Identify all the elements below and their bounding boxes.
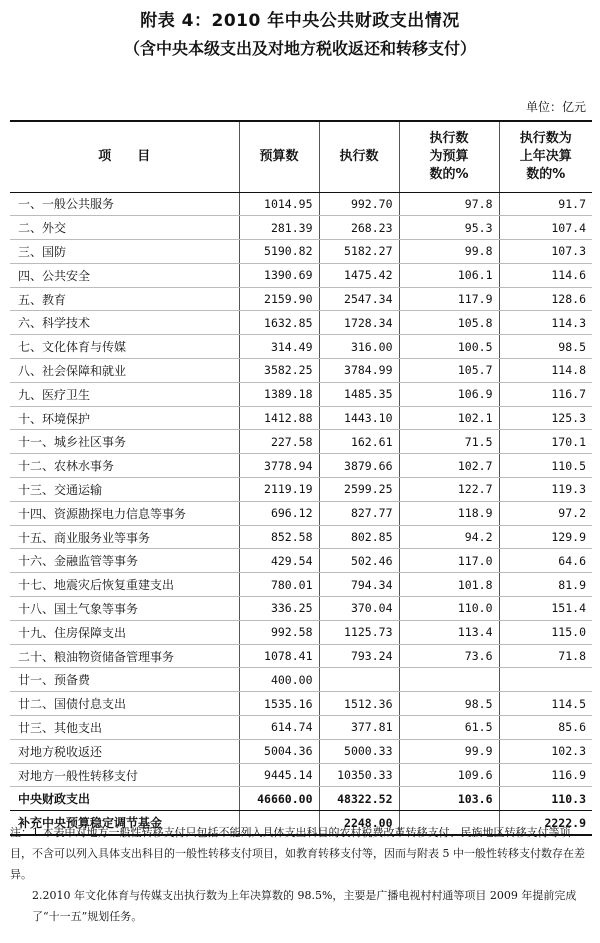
row-name: 十一、城乡社区事务 xyxy=(10,430,239,454)
row-budget: 429.54 xyxy=(239,549,319,573)
row-name: 十九、住房保障支出 xyxy=(10,620,239,644)
row-name: 十六、金融监管等事务 xyxy=(10,549,239,573)
row-actual: 268.23 xyxy=(319,216,399,240)
row-budget: 696.12 xyxy=(239,501,319,525)
row-name: 五、教育 xyxy=(10,287,239,311)
row-actual: 3879.66 xyxy=(319,454,399,478)
row-pct-budget: 73.6 xyxy=(399,644,499,668)
row-pct-last: 91.7 xyxy=(499,192,592,216)
row-name: 六、科学技术 xyxy=(10,311,239,335)
row-budget: 1535.16 xyxy=(239,692,319,716)
row-actual: 794.34 xyxy=(319,573,399,597)
row-budget: 1078.41 xyxy=(239,644,319,668)
table-row xyxy=(10,192,592,216)
row-pct-budget: 97.8 xyxy=(399,192,499,216)
row-pct-last: 98.5 xyxy=(499,335,592,359)
row-pct-last: 125.3 xyxy=(499,406,592,430)
row-pct-budget: 105.7 xyxy=(399,359,499,383)
row-name: 十七、地震灾后恢复重建支出 xyxy=(10,573,239,597)
row-pct-budget: 117.0 xyxy=(399,549,499,573)
table-row xyxy=(10,739,592,763)
row-pct-budget: 98.5 xyxy=(399,692,499,716)
table-row xyxy=(10,311,592,335)
row-pct-budget: 106.9 xyxy=(399,382,499,406)
row-name: 三、国防 xyxy=(10,240,239,264)
table-row xyxy=(10,525,592,549)
row-name: 九、医疗卫生 xyxy=(10,382,239,406)
row-budget: 1014.95 xyxy=(239,192,319,216)
row-actual: 1125.73 xyxy=(319,620,399,644)
row-pct-budget: 102.7 xyxy=(399,454,499,478)
table-row xyxy=(10,240,592,264)
table-row xyxy=(10,359,592,383)
row-actual: 3784.99 xyxy=(319,359,399,383)
row-actual: 992.70 xyxy=(319,192,399,216)
row-actual: 1728.34 xyxy=(319,311,399,335)
table-row xyxy=(10,620,592,644)
row-name: 十二、农林水事务 xyxy=(10,454,239,478)
footnote-1: 注：1.本表中对地方一般性转移支付只包括不能列入具体支出科目的农村税费改革转移支付、民族地区转移支付等项目，不含可以列入具体支出科目的一般性转移支付项目，如教育转移支付等，因而与附表 5 中一般性转移支付数存在差异。 xyxy=(10,826,585,881)
row-pct-last: 114.3 xyxy=(499,311,592,335)
row-budget: 2119.19 xyxy=(239,478,319,502)
row-pct-budget: 110.0 xyxy=(399,597,499,621)
expenditure-table xyxy=(10,120,592,836)
row-budget: 3582.25 xyxy=(239,359,319,383)
table-row xyxy=(10,716,592,740)
row-name: 二、外交 xyxy=(10,216,239,240)
row-pct-last: 110.5 xyxy=(499,454,592,478)
row-pct-last: 128.6 xyxy=(499,287,592,311)
row-name: 七、文化体育与传媒 xyxy=(10,335,239,359)
row-budget: 5190.82 xyxy=(239,240,319,264)
header-pct-last-line: 执行数为 xyxy=(519,130,572,146)
row-pct-last: 115.0 xyxy=(499,620,592,644)
header-pct-last xyxy=(499,121,592,192)
row-name: 补充中央预算稳定调节基金 xyxy=(10,811,239,835)
row-name: 对地方税收返还 xyxy=(10,739,239,763)
header-pct-last-line: 上年决算 xyxy=(519,148,572,164)
row-pct-budget: 100.5 xyxy=(399,335,499,359)
row-pct-last: 107.4 xyxy=(499,216,592,240)
row-pct-last: 71.8 xyxy=(499,644,592,668)
row-budget: 5004.36 xyxy=(239,739,319,763)
row-actual: 1485.35 xyxy=(319,382,399,406)
table-row xyxy=(10,216,592,240)
row-budget: 281.39 xyxy=(239,216,319,240)
row-name: 廿三、其他支出 xyxy=(10,716,239,740)
row-budget: 1412.88 xyxy=(239,406,319,430)
table-row xyxy=(10,430,592,454)
row-pct-budget: 106.1 xyxy=(399,263,499,287)
row-pct-budget: 99.9 xyxy=(399,739,499,763)
table-row xyxy=(10,501,592,525)
row-pct-last: 129.9 xyxy=(499,525,592,549)
row-pct-last: 114.8 xyxy=(499,359,592,383)
row-pct-last: 81.9 xyxy=(499,573,592,597)
header-actual: 执行数 xyxy=(319,121,399,192)
row-pct-budget: 118.9 xyxy=(399,501,499,525)
row-actual xyxy=(319,668,399,692)
row-pct-last: 116.7 xyxy=(499,382,592,406)
table-row xyxy=(10,763,592,787)
page-title: 附表 4：2010 年中央公共财政支出情况 xyxy=(140,11,460,31)
row-actual: 1512.36 xyxy=(319,692,399,716)
table-row xyxy=(10,478,592,502)
row-pct-budget xyxy=(399,668,499,692)
footnote-2: 2.2010 年文化体育与传媒支出执行数为上年决算数的 98.5%，主要是广播电视村村通等项目 2009 年提前完成了“十一五”规划任务。 xyxy=(32,889,577,923)
row-name: 十、环境保护 xyxy=(10,406,239,430)
row-actual: 802.85 xyxy=(319,525,399,549)
row-name: 对地方一般性转移支付 xyxy=(10,763,239,787)
row-pct-last: 102.3 xyxy=(499,739,592,763)
row-budget: 614.74 xyxy=(239,716,319,740)
table-row xyxy=(10,597,592,621)
row-name: 八、社会保障和就业 xyxy=(10,359,239,383)
table-row xyxy=(10,406,592,430)
row-budget: 1632.85 xyxy=(239,311,319,335)
row-actual: 1443.10 xyxy=(319,406,399,430)
row-actual: 793.24 xyxy=(319,644,399,668)
row-pct-budget: 94.2 xyxy=(399,525,499,549)
header-item: 项 目 xyxy=(10,121,239,192)
row-budget: 1390.69 xyxy=(239,263,319,287)
row-budget: 314.49 xyxy=(239,335,319,359)
row-name: 二十、粮油物资储备管理事务 xyxy=(10,644,239,668)
row-pct-last xyxy=(499,668,592,692)
table-row xyxy=(10,549,592,573)
row-pct-last: 2222.9 xyxy=(499,811,592,835)
row-name: 十三、交通运输 xyxy=(10,478,239,502)
row-budget: 46660.00 xyxy=(239,787,319,811)
row-budget: 336.25 xyxy=(239,597,319,621)
table-row xyxy=(10,382,592,406)
row-pct-budget: 117.9 xyxy=(399,287,499,311)
row-name: 廿一、预备费 xyxy=(10,668,239,692)
row-actual: 502.46 xyxy=(319,549,399,573)
header-pct-budget xyxy=(399,121,499,192)
row-pct-last: 119.3 xyxy=(499,478,592,502)
row-pct-last: 116.9 xyxy=(499,763,592,787)
footnotes xyxy=(10,822,590,927)
row-pct-budget: 109.6 xyxy=(399,763,499,787)
table-row xyxy=(10,287,592,311)
row-name: 十四、资源勘探电力信息等事务 xyxy=(10,501,239,525)
row-pct-last: 170.1 xyxy=(499,430,592,454)
header-pct-budget-line: 为预算 xyxy=(429,148,469,164)
table-row xyxy=(10,454,592,478)
page-subtitle: （含中央本级支出及对地方税收返还和转移支付） xyxy=(123,39,476,58)
total-row xyxy=(10,787,592,811)
row-pct-last: 107.3 xyxy=(499,240,592,264)
row-pct-last: 64.6 xyxy=(499,549,592,573)
unit-label: 单位：亿元 xyxy=(525,100,586,114)
row-pct-last: 110.3 xyxy=(499,787,592,811)
row-name: 十八、国土气象等事务 xyxy=(10,597,239,621)
row-actual: 10350.33 xyxy=(319,763,399,787)
row-actual: 5000.33 xyxy=(319,739,399,763)
row-budget: 2159.90 xyxy=(239,287,319,311)
row-name: 四、公共安全 xyxy=(10,263,239,287)
row-actual: 162.61 xyxy=(319,430,399,454)
row-pct-budget: 122.7 xyxy=(399,478,499,502)
row-pct-budget: 71.5 xyxy=(399,430,499,454)
row-pct-last: 97.2 xyxy=(499,501,592,525)
table-header-row xyxy=(10,121,592,192)
row-budget: 9445.14 xyxy=(239,763,319,787)
row-pct-budget: 105.8 xyxy=(399,311,499,335)
row-pct-last: 151.4 xyxy=(499,597,592,621)
row-actual: 316.00 xyxy=(319,335,399,359)
row-pct-last: 114.5 xyxy=(499,692,592,716)
table-row xyxy=(10,263,592,287)
row-pct-budget: 113.4 xyxy=(399,620,499,644)
table-row xyxy=(10,668,592,692)
row-name: 一、一般公共服务 xyxy=(10,192,239,216)
row-pct-budget: 61.5 xyxy=(399,716,499,740)
row-pct-budget: 95.3 xyxy=(399,216,499,240)
row-actual: 2248.00 xyxy=(319,811,399,835)
row-pct-budget: 102.1 xyxy=(399,406,499,430)
row-actual: 48322.52 xyxy=(319,787,399,811)
row-actual: 370.04 xyxy=(319,597,399,621)
row-budget: 400.00 xyxy=(239,668,319,692)
row-actual: 5182.27 xyxy=(319,240,399,264)
row-name: 中央财政支出 xyxy=(10,787,239,811)
row-budget: 992.58 xyxy=(239,620,319,644)
row-actual: 2547.34 xyxy=(319,287,399,311)
table-row xyxy=(10,335,592,359)
table-row xyxy=(10,573,592,597)
header-pct-budget-line: 执行数 xyxy=(429,130,469,146)
row-actual: 827.77 xyxy=(319,501,399,525)
header-pct-last-line: 数的% xyxy=(526,166,566,182)
row-pct-budget: 99.8 xyxy=(399,240,499,264)
row-pct-budget: 101.8 xyxy=(399,573,499,597)
row-actual: 1475.42 xyxy=(319,263,399,287)
row-pct-last: 114.6 xyxy=(499,263,592,287)
row-budget: 852.58 xyxy=(239,525,319,549)
row-pct-last: 85.6 xyxy=(499,716,592,740)
header-budget: 预算数 xyxy=(239,121,319,192)
row-name: 十五、商业服务业等事务 xyxy=(10,525,239,549)
row-actual: 377.81 xyxy=(319,716,399,740)
table-row xyxy=(10,644,592,668)
row-budget: 1389.18 xyxy=(239,382,319,406)
row-budget: 227.58 xyxy=(239,430,319,454)
row-actual: 2599.25 xyxy=(319,478,399,502)
header-pct-budget-line: 数的% xyxy=(429,166,469,182)
row-name: 廿二、国债付息支出 xyxy=(10,692,239,716)
row-budget: 780.01 xyxy=(239,573,319,597)
table-row xyxy=(10,692,592,716)
row-pct-budget: 103.6 xyxy=(399,787,499,811)
row-budget: 3778.94 xyxy=(239,454,319,478)
